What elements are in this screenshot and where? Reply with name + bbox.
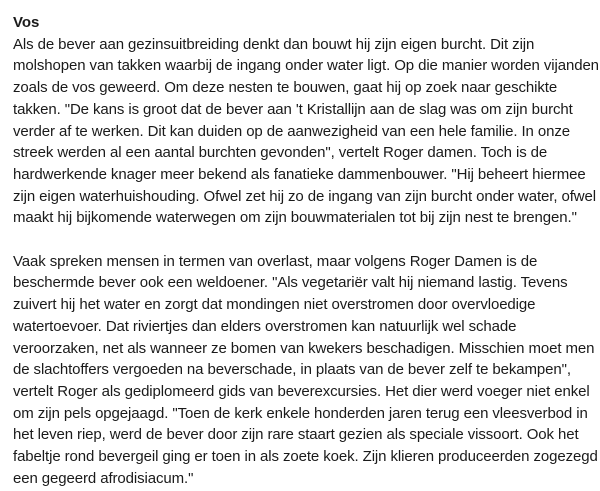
text-line: verder af te werken. Dit kan duiden op de aanwezigheid van een hele familie. In onze (13, 122, 570, 140)
text-line: fabeltje rond bevergeil ging er toen in als zoete koek. Zijn klieren produceerden zogezegd (13, 448, 598, 466)
text-line: veroorzaken, net als wanneer ze bomen van kwekers beschadigen. Misschien moet men (13, 339, 595, 357)
text-line: watertoevoer. Dat riviertjes dan elders overstromen kan natuurlijk wel schade (13, 317, 517, 335)
text-line: hardwerkende knager meer bekend als fanatieke dammenbouwer. "Hij beheert hiermee (13, 165, 586, 183)
paragraph-1 (13, 34, 598, 229)
paragraph-spacer (13, 229, 598, 251)
text-line: zuivert hij het water en zorgt dat mondingen niet overstromen door overvloedige (13, 296, 536, 314)
text-line: takken. "De kans is groot dat de bever aan 't Kristallijn aan de slag was om zijn burcht (13, 100, 573, 118)
text-line: molshopen van takken waarbij de ingang onder water ligt. Op die manier worden vijanden (13, 57, 599, 75)
text-line: vertelt Roger als gediplomeerd gids van beverexcursies. Het dier werd voeger niet enkel (13, 382, 590, 400)
text-line: Als de bever aan gezinsuitbreiding denkt dan bouwt hij zijn eigen burcht. Dit zijn (13, 35, 535, 53)
text-line: zoals de vos geweerd. Om deze nesten te bouwen, gaat hij op zoek naar geschikte (13, 79, 558, 97)
paragraph-2 (13, 251, 598, 490)
text-line: zijn eigen waterhuishouding. Ofwel zet hij zo de ingang van zijn burcht onder water, ofwel (13, 187, 597, 205)
text-line: een gegeerd afrodisiacum." (13, 469, 194, 487)
text-line: beschermde bever ook een weldoener. "Als vegetariër valt hij niemand lastig. Tevens (13, 274, 568, 292)
text-line: Vaak spreken mensen in termen van overlast, maar volgens Roger Damen is de (13, 252, 538, 270)
text-line: maakt hij bijkomende waterwegen om zijn bouwmaterialen tot bij zijn nest te brengen." (13, 209, 577, 227)
article (13, 12, 598, 489)
text-line: om zijn pels opgejaagd. "Toen de kerk enkele honderden jaren terug een vleesverbod in (13, 404, 588, 422)
text-line: de slachtoffers vergoeden na beverschade, in plaats van de bever zelf te bekampen", (13, 361, 571, 379)
text-line: streek werden al een aantal burchten gevonden", vertelt Roger damen. Toch is de (13, 144, 548, 162)
text-line: het leven riep, werd de bever door zijn rare staart gezien als speciale vissoort. Ook het (13, 426, 579, 444)
section-heading: Vos (13, 14, 40, 31)
